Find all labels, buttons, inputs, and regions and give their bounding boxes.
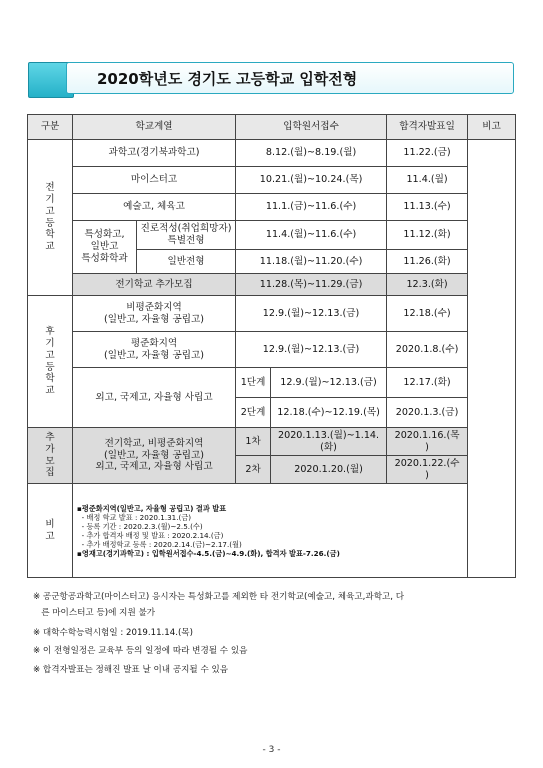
header-note: 비고	[468, 115, 516, 140]
table-row	[28, 296, 516, 332]
school-type: 비평준화지역 (일반고, 자율형 공립고)	[73, 296, 236, 332]
apply-period: 2020.1.20.(월)	[271, 456, 387, 484]
school-type: 과학고(경기북과학고)	[73, 140, 236, 167]
announce-date: 11.13.(수)	[387, 194, 468, 221]
stage-label: 1단계	[236, 368, 271, 398]
footnote-4: ※ 합격자발표는 정해진 발표 날 이내 공지될 수 있음	[33, 665, 229, 675]
remark-line: - 추가 배정학교 등록 : 2020.2.14.(금)~2.17.(월)	[77, 539, 242, 549]
announce-date: 2020.1.3.(금)	[387, 398, 468, 428]
announce-date: 11.12.(화)	[387, 221, 468, 250]
group-additional-label: 추 가 모 집	[28, 428, 73, 484]
footnote-1: ※ 공군항공과학고(마이스터고) 응시자는 특성화고를 제외한 타 전기학교(예술고, 체육고,과학고, 다	[33, 592, 405, 602]
header-school-type: 학교계열	[73, 115, 236, 140]
header-announce: 합격자발표일	[387, 115, 468, 140]
table-row	[28, 274, 516, 296]
announce-date: 11.4.(월)	[387, 167, 468, 194]
career-track: 진로적성(취업희망자) 특별전형	[137, 221, 236, 250]
group-late-label: 후 기 고 등 학 교	[28, 296, 73, 428]
note-column	[468, 140, 516, 578]
header-application: 입학원서접수	[236, 115, 387, 140]
announce-date: 2020.1.16.(목 )	[387, 428, 468, 456]
footnote-1-cont: 른 마이스터고 등)에 지원 불가	[33, 608, 156, 618]
round-label: 1차	[236, 428, 271, 456]
school-type: 전기학교 추가모집	[73, 274, 236, 296]
table-row	[28, 332, 516, 368]
table-row	[28, 140, 516, 167]
apply-period: 12.9.(월)~12.13.(금)	[236, 332, 387, 368]
apply-period: 8.12.(월)~8.19.(월)	[236, 140, 387, 167]
announce-date: 11.22.(금)	[387, 140, 468, 167]
apply-period: 11.28.(목)~11.29.(금)	[236, 274, 387, 296]
apply-period: 11.4.(월)~11.6.(수)	[236, 221, 387, 250]
table-header-row	[28, 115, 516, 140]
apply-period: 12.9.(월)~12.13.(금)	[236, 296, 387, 332]
group-remarks-label: 비 고	[28, 484, 73, 578]
stage-label: 2단계	[236, 398, 271, 428]
page-number: - 3 -	[262, 745, 281, 755]
announce-date: 11.26.(화)	[387, 250, 468, 274]
remarks-content	[73, 484, 468, 578]
remark-line: ▪영재고(경기과학고) : 입학원서접수-4.5.(금)~4.9.(화), 합격자 발표-7.26.(금)	[77, 548, 340, 558]
footnote-2: ※ 대학수학능력시험일 : 2019.11.14.(목)	[33, 628, 193, 638]
remark-line: - 등록 기간 : 2020.2.3.(월)~2.5.(수)	[77, 521, 203, 531]
additional-school-type: 전기학교, 비평준화지역 (일반고, 자율형 공립고) 외고, 국제고, 자율형 사립고	[73, 428, 236, 484]
remark-line: - 배정 학교 발표 : 2020.1.31.(금)	[77, 512, 192, 522]
special-school-label: 특성화고, 일반고 특성화학과	[73, 221, 137, 274]
footnote-3: ※ 이 전형일정은 교육부 등의 일정에 따라 변경될 수 있음	[33, 646, 248, 656]
remark-line: - 추가 합격자 배정 및 발표 : 2020.2.14.(금)	[77, 530, 224, 540]
round-label: 2차	[236, 456, 271, 484]
header-category: 구분	[28, 115, 73, 140]
admission-schedule-table	[27, 114, 516, 578]
apply-period: 12.9.(월)~12.13.(금)	[271, 368, 387, 398]
table-row	[28, 484, 516, 578]
remark-line: ▪평준화지역(일반고, 자율형 공립고) 결과 발표	[77, 503, 227, 513]
general-track: 일반전형	[137, 250, 236, 274]
announce-date: 2020.1.22.(수 )	[387, 456, 468, 484]
announce-date: 12.18.(수)	[387, 296, 468, 332]
table-row	[28, 221, 516, 250]
school-type: 예술고, 체육고	[73, 194, 236, 221]
apply-period: 2020.1.13.(월)~1.14.(화)	[271, 428, 387, 456]
page-title: 2020학년도 경기도 고등학교 입학전형	[66, 62, 514, 94]
school-type: 평준화지역 (일반고, 자율형 공립고)	[73, 332, 236, 368]
table-row	[28, 428, 516, 456]
announce-date: 12.17.(화)	[387, 368, 468, 398]
apply-period: 12.18.(수)~12.19.(목)	[271, 398, 387, 428]
apply-period: 11.18.(월)~11.20.(수)	[236, 250, 387, 274]
group-early-label: 전 기 고 등 학 교	[28, 140, 73, 296]
table-row	[28, 167, 516, 194]
foreign-school-type: 외고, 국제고, 자율형 사립고	[73, 368, 236, 428]
announce-date: 12.3.(화)	[387, 274, 468, 296]
table-row	[28, 194, 516, 221]
apply-period: 10.21.(월)~10.24.(목)	[236, 167, 387, 194]
apply-period: 11.1.(금)~11.6.(수)	[236, 194, 387, 221]
table-row	[28, 368, 516, 398]
school-type: 마이스터고	[73, 167, 236, 194]
announce-date: 2020.1.8.(수)	[387, 332, 468, 368]
title-banner	[28, 62, 516, 96]
